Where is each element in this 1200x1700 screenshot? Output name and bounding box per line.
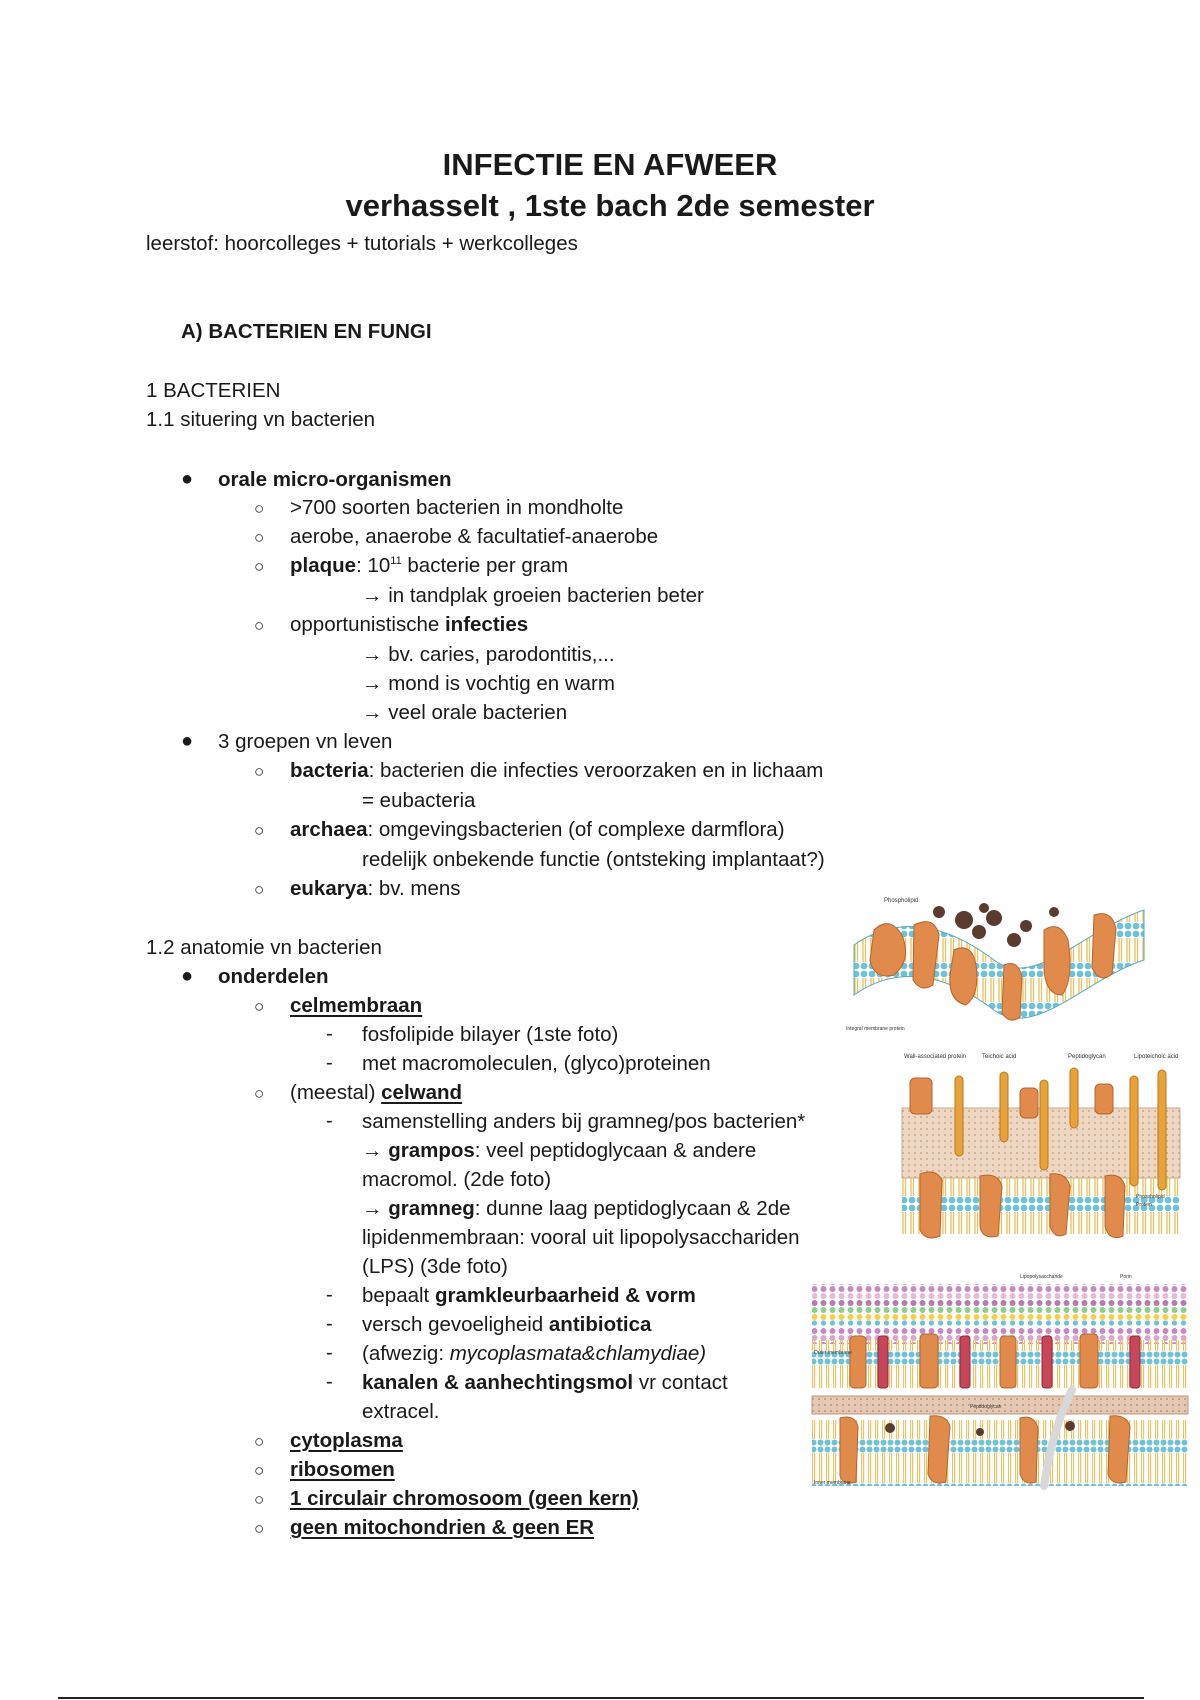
bullet-circle: ○ (254, 528, 265, 547)
list-subnote: redelijk onbekende functie (ontsteking implantaat?) (362, 848, 825, 871)
list-subitem (362, 1139, 756, 1163)
figure-label: Lipoteichoic acid (1134, 1054, 1179, 1060)
figure-label: Outer membrane (814, 1350, 852, 1356)
text: opportunistische (290, 613, 445, 636)
term: antibiotica (548, 1313, 652, 1336)
list-subitem: samenstelling anders bij gramneg/pos bacterien* (362, 1110, 806, 1133)
list-item: aerobe, anaerobe & facultatief-anaerobe (290, 525, 659, 548)
list-subitem (362, 1371, 728, 1395)
text: : 10 (356, 554, 391, 577)
figure-label: Peptidoglycan (1068, 1054, 1106, 1060)
text: → (362, 1139, 389, 1162)
term: eukarya (290, 877, 368, 900)
list-item: geen mitochondrien & geen ER (290, 1516, 595, 1539)
list-subitem: met macromoleculen, (glyco)proteinen (362, 1052, 711, 1075)
bullet-circle: ○ (254, 821, 265, 840)
bullet-disc: ● (181, 468, 194, 490)
list-subitem (362, 1313, 651, 1337)
figure-label: Phospholipid (1136, 1194, 1165, 1200)
term: celwand (381, 1081, 463, 1104)
figure-cell-membrane (844, 890, 1154, 1050)
bullet-dash: - (326, 1023, 333, 1045)
text: : dunne laag peptidoglycaan & 2de (474, 1197, 791, 1220)
list-item (290, 818, 785, 842)
term: gramneg (388, 1197, 475, 1220)
term: plaque (290, 554, 357, 577)
text: → (362, 1197, 389, 1220)
list-subnote: → bv. caries, parodontitis,... (362, 643, 615, 666)
bottom-divider (58, 1697, 1144, 1699)
bullet-circle: ○ (254, 997, 265, 1016)
list-item: onderdelen (218, 965, 329, 988)
text: (afwezig: (362, 1342, 450, 1365)
bullet-circle: ○ (254, 1084, 265, 1103)
list-item: ribosomen (290, 1458, 395, 1481)
list-subitem: fosfolipide bilayer (1ste foto) (362, 1023, 619, 1046)
list-subitem-cont: extracel. (362, 1400, 440, 1423)
list-subnote: = eubacteria (362, 789, 476, 812)
bullet-circle: ○ (254, 616, 265, 635)
list-subitem-cont: (LPS) (3de foto) (362, 1255, 508, 1278)
bullet-circle: ○ (254, 1432, 265, 1451)
bullet-circle: ○ (254, 880, 265, 899)
section-a-heading: A) BACTERIEN EN FUNGI (181, 320, 432, 343)
text: versch gevoeligheid (362, 1313, 549, 1336)
figure-label: Integral membrane protein (846, 1026, 905, 1032)
figure-label: Porin (1120, 1274, 1132, 1280)
list-item (290, 554, 568, 578)
term: gramkleurbaarheid & vorm (434, 1284, 696, 1307)
text: : veel peptidoglycaan & andere (474, 1139, 757, 1162)
list-item: orale micro-organismen (218, 468, 452, 491)
term: grampos (388, 1139, 475, 1162)
section-1-1-heading: 1.1 situering vn bacterien (146, 408, 376, 431)
list-item: 1 circulair chromosoom (geen kern) (290, 1487, 639, 1510)
bullet-circle: ○ (254, 1461, 265, 1480)
figure-label: Peptidoglycan (970, 1404, 1002, 1410)
bullet-circle: ○ (254, 762, 265, 781)
italic-text: mycoplasmata&chlamydiae) (449, 1342, 707, 1365)
list-item: cytoplasma (290, 1429, 403, 1452)
text: : bv. mens (367, 877, 461, 900)
text: vr contact (633, 1371, 728, 1394)
page-title: INFECTIE EN AFWEER (442, 147, 778, 182)
list-item (290, 877, 461, 901)
page-subtitle: verhasselt , 1ste bach 2de semester (345, 188, 875, 223)
figure-gramneg-wall (810, 1270, 1190, 1492)
term: infecties (444, 613, 529, 636)
bullet-circle: ○ (254, 499, 265, 518)
text: : omgevingsbacterien (of complexe darmflora) (367, 818, 785, 841)
bullet-dash: - (326, 1313, 333, 1335)
figure-label: Protein (1136, 1202, 1152, 1208)
list-item: >700 soorten bacterien in mondholte (290, 496, 624, 519)
list-subitem-cont: lipidenmembraan: vooral uit lipopolysacchariden (362, 1226, 800, 1249)
list-subnote: → veel orale bacterien (362, 701, 568, 724)
chapter-1-heading: 1 BACTERIEN (146, 379, 281, 402)
text: bacterie per gram (401, 554, 569, 577)
text: : bacterien die infecties veroorzaken en in lichaam (368, 759, 824, 782)
term: archaea (290, 818, 368, 841)
bullet-dash: - (326, 1110, 333, 1132)
superscript: 11 (390, 555, 402, 568)
figure-label: Phospholipid (884, 898, 919, 904)
list-item: celmembraan (290, 994, 423, 1017)
list-item (290, 613, 528, 637)
term: kanalen & aanhechtingsmol (362, 1371, 634, 1394)
figure-label: Inner membrane (814, 1480, 851, 1486)
figure-grampos-wall (900, 1048, 1182, 1258)
list-item: 3 groepen vn leven (218, 730, 393, 753)
list-item (290, 759, 823, 783)
term: bacteria (290, 759, 369, 782)
text: bepaalt (362, 1284, 435, 1307)
list-item (290, 1081, 462, 1105)
section-1-2-heading: 1.2 anatomie vn bacterien (146, 936, 382, 959)
bullet-dash: - (326, 1371, 333, 1393)
figure-label: Lipopolysaccharide (1020, 1274, 1063, 1280)
leerstof-line: leerstof: hoorcolleges + tutorials + werkcolleges (146, 232, 578, 255)
bullet-dash: - (326, 1342, 333, 1364)
bullet-circle: ○ (254, 1490, 265, 1509)
figure-label: Teichoic acid (982, 1054, 1017, 1060)
bullet-dash: - (326, 1284, 333, 1306)
bullet-dash: - (326, 1052, 333, 1074)
bullet-circle: ○ (254, 557, 265, 576)
list-subnote: → in tandplak groeien bacterien beter (362, 584, 704, 607)
figure-label: Wall-associated protein (904, 1054, 967, 1060)
list-subitem (362, 1284, 696, 1308)
bullet-disc: ● (181, 965, 194, 987)
list-subitem (362, 1342, 706, 1366)
bullet-disc: ● (181, 730, 194, 752)
list-subitem-cont: macromol. (2de foto) (362, 1168, 552, 1191)
list-subitem (362, 1197, 791, 1221)
bullet-circle: ○ (254, 1519, 265, 1538)
text: (meestal) (290, 1081, 382, 1104)
list-subnote: → mond is vochtig en warm (362, 672, 615, 695)
